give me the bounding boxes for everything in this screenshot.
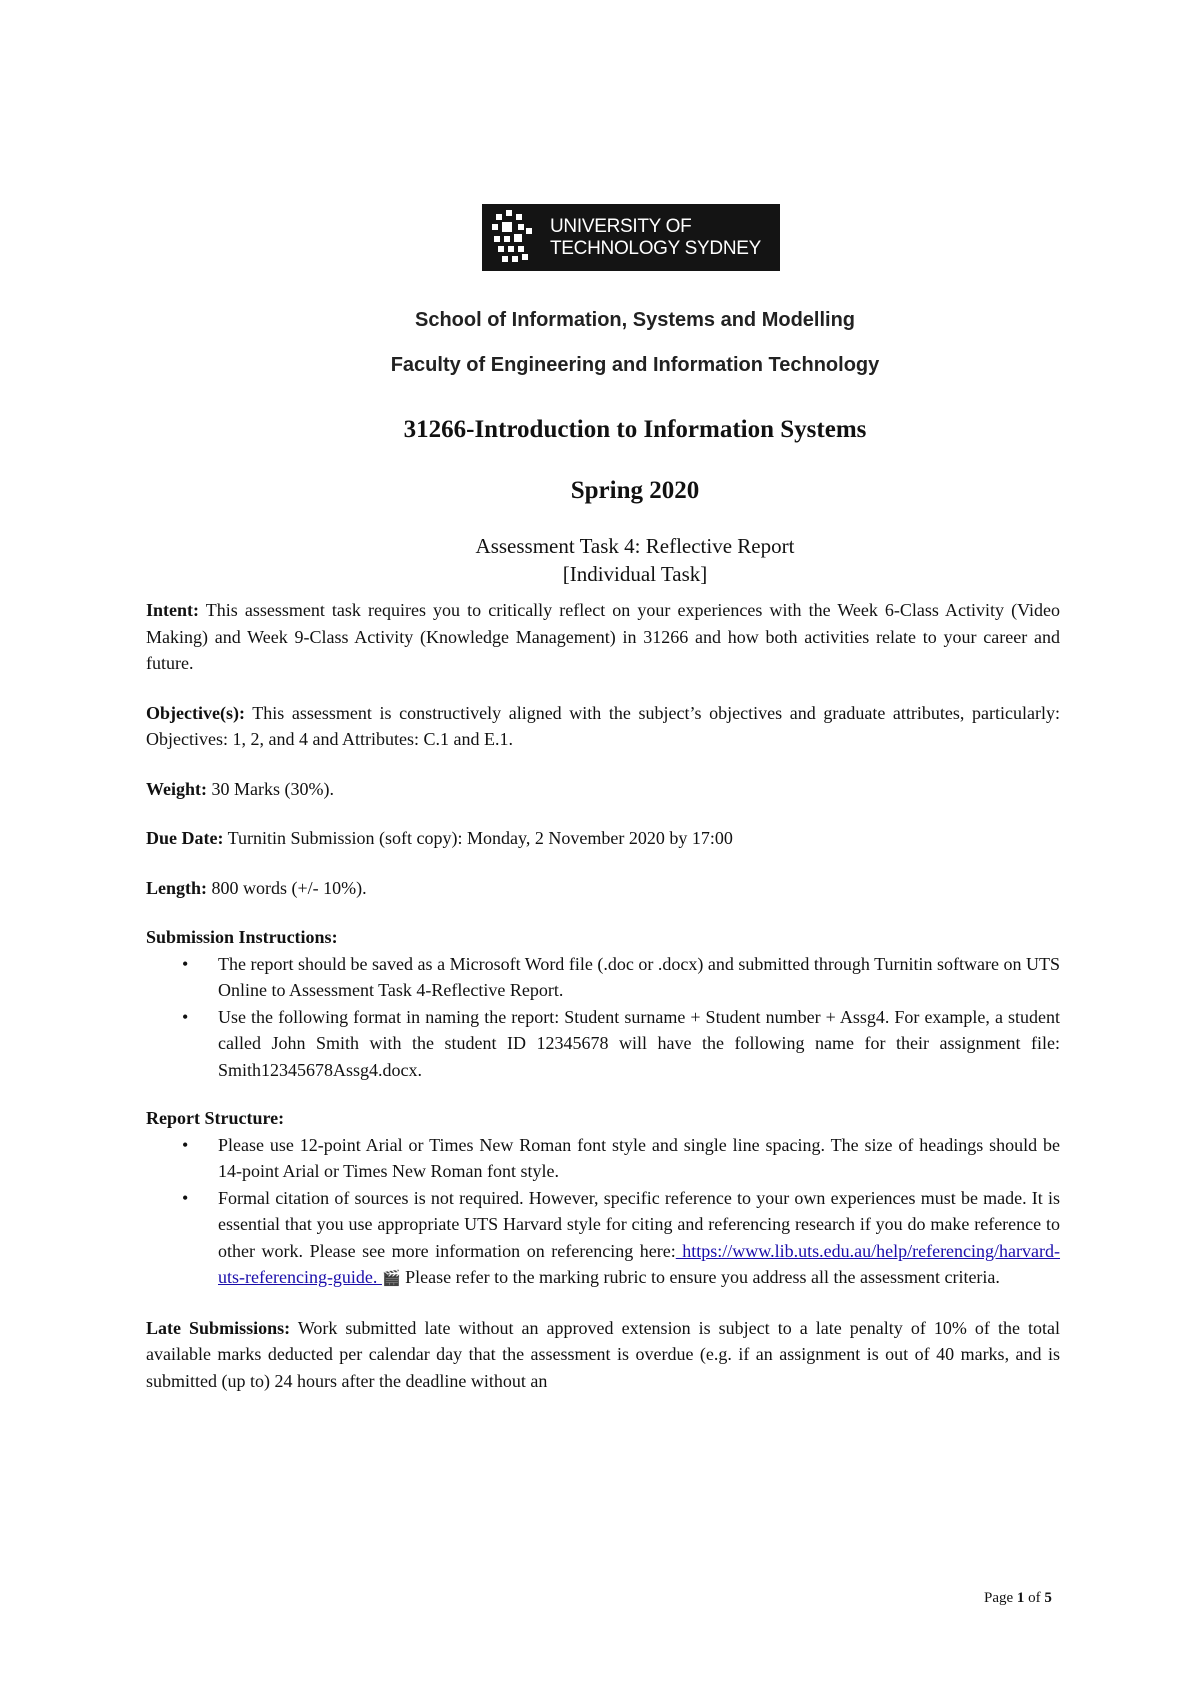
uts-crest-icon — [482, 204, 546, 271]
structure-list — [146, 1132, 1060, 1293]
page-of: of — [1024, 1590, 1045, 1606]
objectives-text: This assessment is constructively aligned with the subject’s objectives and graduate attributes, particularly: Objectives: 1, 2, and 4 and Attributes: C.1 and E.1. — [146, 702, 1060, 749]
clapperboard-icon: 🎬 — [381, 1271, 401, 1287]
objectives-paragraph — [146, 700, 1060, 753]
page-total: 5 — [1044, 1590, 1052, 1606]
course-title: 31266-Introduction to Information Systems — [403, 416, 867, 443]
structure-item2-after: Please refer to the marking rubric to ensure you address all the assessment criteria. — [400, 1267, 1000, 1287]
length-text: 800 words (+/- 10%). — [207, 877, 367, 898]
weight-label: Weight: — [146, 778, 207, 799]
length-paragraph — [146, 875, 1060, 902]
weight-paragraph — [146, 776, 1060, 803]
logo-line-1: UNIVERSITY OF — [550, 215, 692, 237]
term-title: Spring 2020 — [570, 477, 700, 504]
logo-line-2: TECHNOLOGY SYDNEY — [550, 237, 761, 259]
late-submissions-label: Late Submissions: — [146, 1317, 291, 1338]
document-body — [146, 597, 1060, 1417]
page-number — [984, 1590, 1052, 1607]
school-name: School of Information, Systems and Modelling — [414, 309, 856, 331]
intent-paragraph — [146, 597, 1060, 677]
due-date-text: Turnitin Submission (soft copy): Monday, 2 November 2020 by 17:00 — [223, 828, 733, 848]
intent-label: Intent: — [146, 600, 199, 620]
task-title-line-1: Assessment Task 4: Reflective Report — [475, 534, 795, 558]
submission-heading: Submission Instructions: — [146, 927, 338, 947]
structure-item2-text: Formal citation of sources is not required. However, specific reference to your own experiences must be made. It is essential that you use appropriate UTS Harvard style for citing and referencing research if you do make reference to other work. Please see more information on referencing here: — [218, 1187, 1060, 1261]
length-label: Length: — [146, 877, 208, 898]
task-title — [0, 532, 1200, 588]
referencing-guide-link[interactable]: https://www.lib.uts.edu.au/help/referencing/harvard-uts-referencing-guide. — [218, 1240, 1061, 1287]
due-date-paragraph — [146, 825, 1060, 852]
due-date-label: Due Date: — [146, 828, 224, 848]
late-submissions-paragraph — [146, 1315, 1060, 1395]
list-item: • Please use 12-point Arial or Times New Roman font style and single line spacing. The size of headings should be 14-point Arial or Times New Roman font style. — [146, 1132, 1060, 1185]
submission-list — [146, 951, 1060, 1084]
structure-heading: Report Structure: — [146, 1108, 285, 1128]
uts-logo — [482, 204, 780, 271]
page-label: Page — [984, 1590, 1017, 1606]
task-title-line-2: [Individual Task] — [562, 562, 708, 586]
weight-text: 30 Marks (30%). — [207, 778, 334, 799]
late-submissions-text: Work submitted late without an approved extension is subject to a late penalty of 10% of the total available marks deducted per calendar day that the assessment is overdue (e.g. if an assignment is out of 40 marks, and is submitted (up to) 24 hours after the deadline without an — [146, 1317, 1060, 1391]
list-item — [146, 1185, 1060, 1293]
faculty-name: Faculty of Engineering and Information Technology — [390, 354, 880, 376]
list-item: • The report should be saved as a Microsoft Word file (.doc or .docx) and submitted through Turnitin software on UTS Online to Assessment Task 4-Reflective Report. — [146, 951, 1060, 1004]
page-current: 1 — [1016, 1590, 1025, 1606]
uts-logo-wordmark — [550, 216, 761, 260]
objectives-label: Objective(s): — [146, 702, 245, 723]
intent-text: This assessment task requires you to critically reflect on your experiences with the Week 6-Class Activity (Video Making) and Week 9-Class Activity (Knowledge Management) in 31266 and how both activities relate to your career and future. — [146, 600, 1060, 673]
list-item: • Use the following format in naming the report: Student surname + Student number + Assg4. For example, a student called John Smith with the student ID 12345678 will have the following name for their assignment file: Smith12345678Assg4.docx. — [146, 1004, 1060, 1084]
